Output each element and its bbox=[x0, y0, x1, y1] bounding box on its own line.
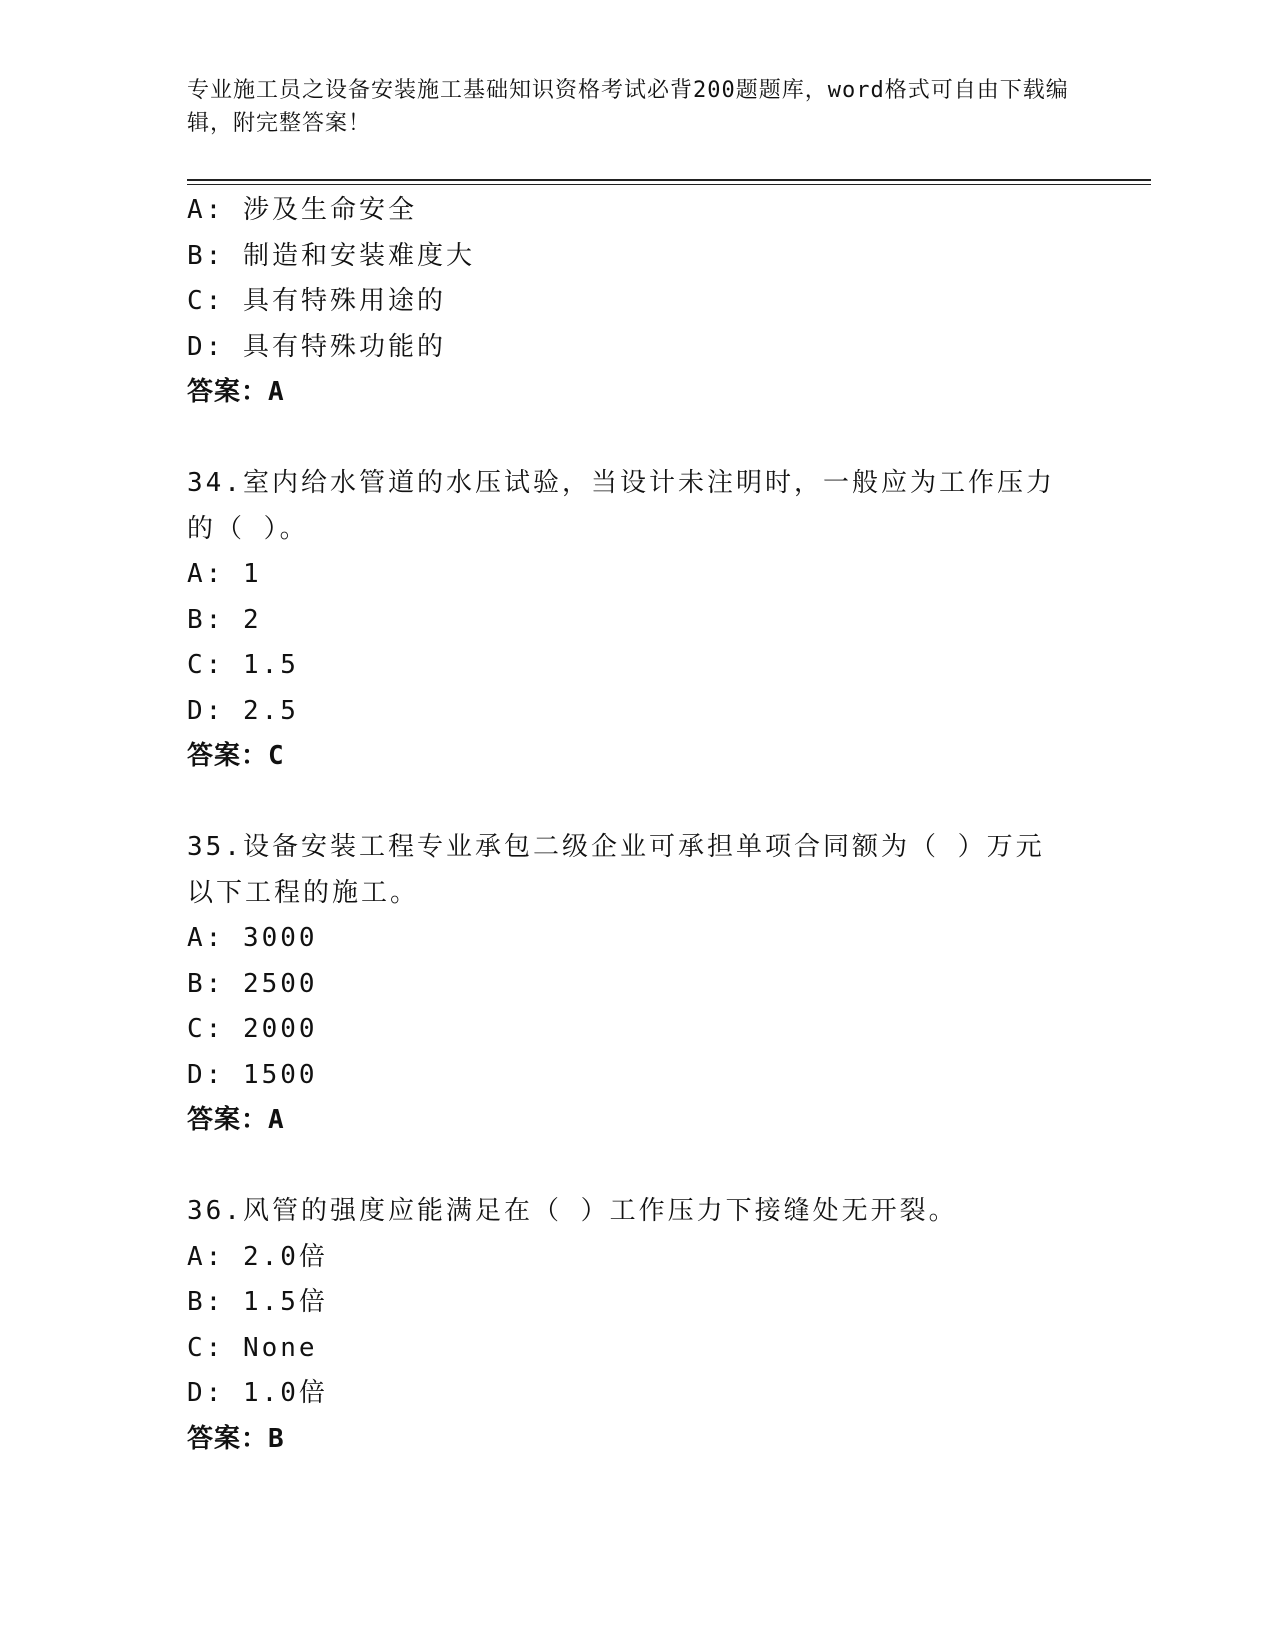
option-b: B: 1.5倍 bbox=[187, 1287, 328, 1317]
question-block-prev bbox=[187, 188, 1087, 416]
option-d: D: 2.5 bbox=[187, 695, 299, 726]
header-rule-thick bbox=[187, 179, 1151, 181]
option-d: D: 具有特殊功能的 bbox=[187, 331, 446, 362]
answer: 答案：A bbox=[187, 377, 285, 407]
option-a: A: 3000 bbox=[187, 923, 318, 953]
option-b: B: 2500 bbox=[187, 968, 318, 999]
question-block-36 bbox=[187, 1189, 1087, 1462]
answer: 答案：A bbox=[187, 1105, 285, 1135]
option-a: A: 2.0倍 bbox=[187, 1241, 328, 1272]
option-c: C: 1.5 bbox=[187, 650, 299, 680]
answer: 答案：B bbox=[187, 1423, 285, 1454]
option-c: C: 具有特殊用途的 bbox=[187, 286, 446, 316]
option-d: D: 1500 bbox=[187, 1059, 318, 1090]
option-d: D: 1.0倍 bbox=[187, 1378, 328, 1408]
question-block-35 bbox=[187, 825, 1087, 1144]
option-b: B: 制造和安装难度大 bbox=[187, 240, 475, 271]
question-block-34 bbox=[187, 461, 1087, 780]
option-c: C: None bbox=[187, 1332, 318, 1363]
question-text: 36.风管的强度应能满足在（ ）工作压力下接缝处无开裂。 bbox=[187, 1196, 958, 1226]
answer: 答案：C bbox=[187, 741, 285, 771]
option-c: C: 2000 bbox=[187, 1014, 318, 1044]
question-list bbox=[187, 188, 1087, 1462]
option-a: A: 1 bbox=[187, 559, 262, 589]
question-text: 34.室内给水管道的水压试验，当设计未注明时，一般应为工作压力的（ ）。 bbox=[187, 468, 1055, 544]
document-header-title: 专业施工员之设备安装施工基础知识资格考试必背200题题库，word格式可自由下载编辑，附完整答案！ bbox=[187, 78, 1069, 136]
option-a: A: 涉及生命安全 bbox=[187, 195, 417, 225]
option-b: B: 2 bbox=[187, 604, 262, 635]
header-rule-thin bbox=[187, 184, 1151, 185]
question-text: 35.设备安装工程专业承包二级企业可承担单项合同额为（ ）万元以下工程的施工。 bbox=[187, 832, 1045, 908]
